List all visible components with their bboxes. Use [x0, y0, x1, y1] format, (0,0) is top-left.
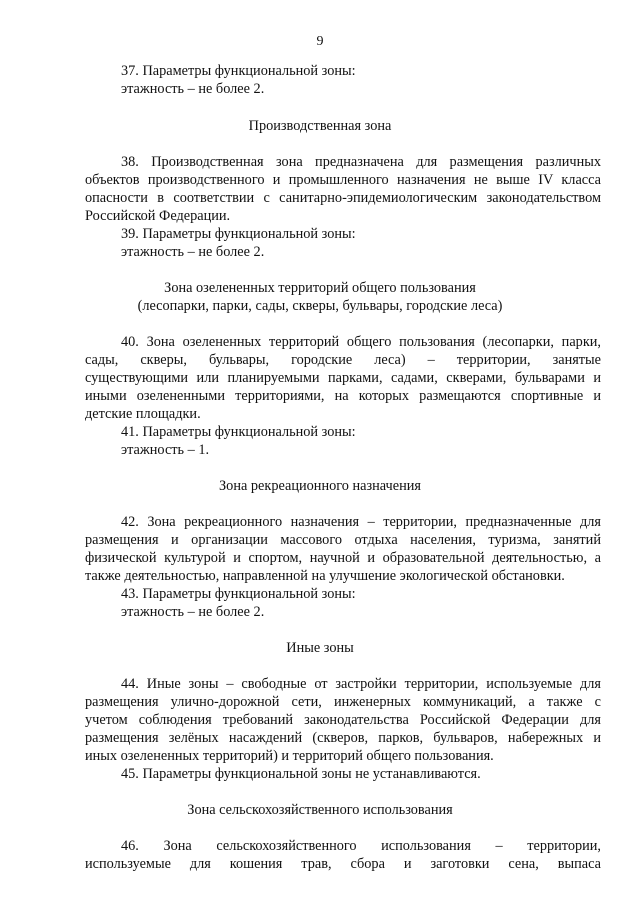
- paragraph-line: размещения и организации массового отдыха населения, туризма, занятий: [85, 532, 601, 548]
- paragraph-line: 40. Зона озелененных территорий общего пользования (лесопарки, парки,: [121, 334, 601, 350]
- paragraph-line: учетом соблюдения требований законодательства Российской Федерации для: [85, 712, 601, 728]
- paragraph-line: 45. Параметры функциональной зоны не устанавливаются.: [121, 766, 481, 782]
- paragraph-line: 42. Зона рекреационного назначения – территории, предназначенные для: [121, 514, 601, 530]
- paragraph-line: размещения улично-дорожной сети, инженерных коммуникаций, а также с: [85, 694, 601, 710]
- paragraph-line: 43. Параметры функциональной зоны:: [121, 586, 356, 602]
- paragraph-line: 41. Параметры функциональной зоны:: [121, 424, 356, 440]
- section-heading-subtitle: (лесопарки, парки, сады, скверы, бульвары, городские леса): [137, 298, 503, 314]
- paragraph-line: существующими или планируемыми парками, садами, скверами, бульварами и: [85, 370, 601, 386]
- paragraph-line: размещения зелёных насаждений (скверов, парков, бульваров, набережных и: [85, 730, 601, 746]
- paragraph-line: 44. Иные зоны – свободные от застройки территории, используемые для: [121, 676, 601, 692]
- section-heading: Зона озелененных территорий общего пользования: [164, 280, 476, 296]
- paragraph-line: используемые для кошения трав, сбора и заготовки сена, выпаса: [85, 856, 601, 872]
- paragraph-line: этажность – не более 2.: [121, 244, 265, 260]
- paragraph-line: 46. Зона сельскохозяйственного использования – территории,: [121, 838, 601, 854]
- paragraph-line: 39. Параметры функциональной зоны:: [121, 226, 356, 242]
- section-heading: Производственная зона: [248, 118, 392, 134]
- section-heading: Зона рекреационного назначения: [219, 478, 421, 494]
- paragraph-line: иных озелененных территорий) и территорий общего пользования.: [85, 748, 494, 764]
- paragraph-line: опасности в соответствии с санитарно-эпидемиологическим законодательством: [85, 190, 601, 206]
- paragraph-line: физической культурой и спортом, научной и образовательной деятельностью, а: [85, 550, 601, 566]
- section-heading: Иные зоны: [286, 640, 354, 656]
- paragraph-line: детские площадки.: [85, 406, 201, 422]
- paragraph-line: объектов производственного и промышленного назначения не выше IV класса: [85, 172, 601, 188]
- paragraph-line: иными озелененными территориями, на которых размещаются спортивные и: [85, 388, 601, 404]
- paragraph-line: сады, скверы, бульвары, городские леса) – территории, занятые: [85, 352, 601, 368]
- paragraph-line: Российской Федерации.: [85, 208, 231, 224]
- page-number: 9: [316, 34, 324, 49]
- paragraph-line: этажность – не более 2.: [121, 604, 265, 620]
- section-heading: Зона сельскохозяйственного использования: [187, 802, 453, 818]
- paragraph-line: 37. Параметры функциональной зоны:: [121, 63, 356, 79]
- paragraph-line: также деятельностью, направленной на улучшение экологической обстановки.: [85, 568, 565, 584]
- paragraph-line: 38. Производственная зона предназначена для размещения различных: [121, 154, 601, 170]
- paragraph-line: этажность – 1.: [121, 442, 210, 458]
- paragraph-line: этажность – не более 2.: [121, 81, 265, 97]
